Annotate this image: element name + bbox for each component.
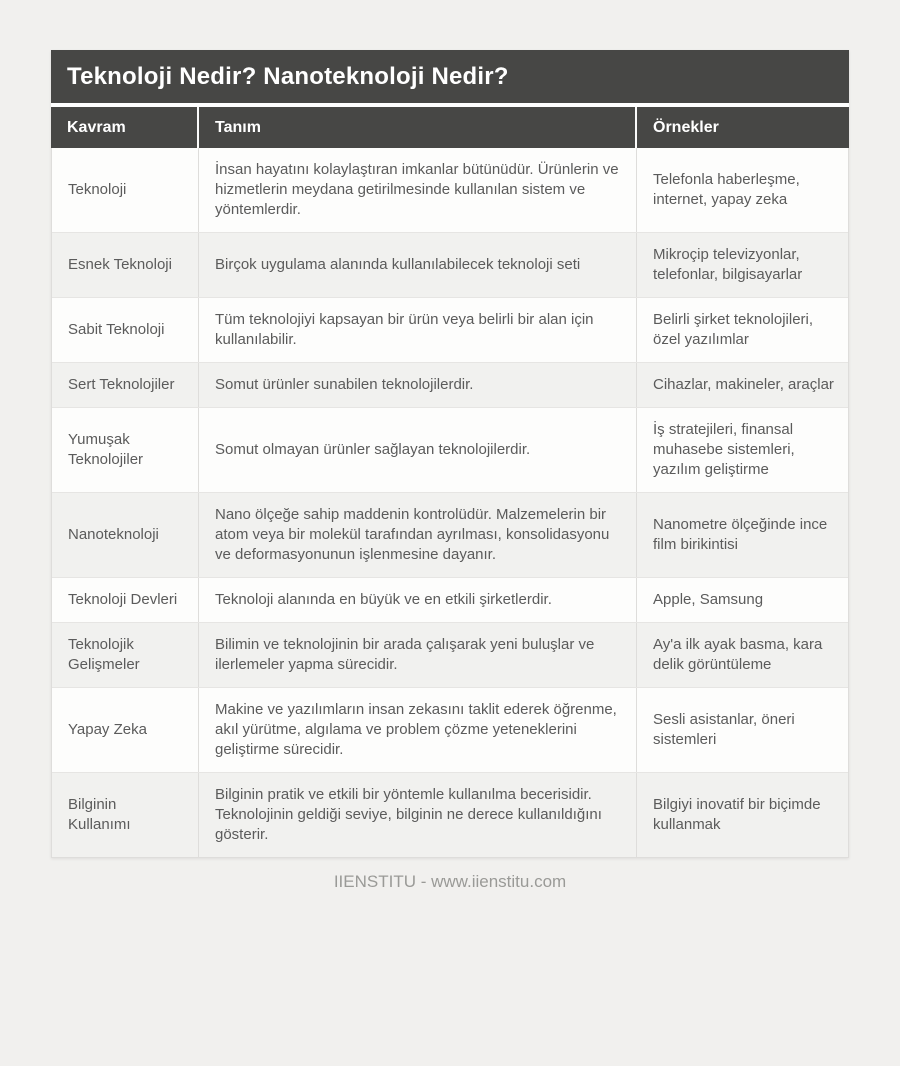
cell-text: Nano ölçeğe sahip maddenin kontrolüdür. Malzemelerin bir atom veya bir molekül tarafından ayrılması, konsolidasyonu ve deformasyonunun işlenmesine dayanır. [215, 506, 610, 563]
cell-text: Sert Teknolojiler [68, 376, 175, 393]
cell-ornekler [636, 233, 850, 297]
cell-text: Teknoloji [68, 181, 127, 198]
cell-ornekler [636, 688, 850, 772]
cell-text: Bilginin Kullanımı [68, 796, 131, 833]
cell-text: Yapay Zeka [68, 721, 147, 738]
definition-table-card [51, 50, 849, 858]
cell-text: Teknoloji alanında en büyük ve en etkili şirketlerdir. [215, 591, 552, 608]
table-row [52, 232, 848, 297]
cell-kavram [52, 363, 198, 407]
cell-text: Ay'a ilk ayak basma, kara delik görüntüleme [653, 636, 823, 673]
cell-text: Nanoteknoloji [68, 526, 159, 543]
table-row [52, 687, 848, 772]
cell-text: Mikroçip televizyonlar, telefonlar, bilgisayarlar [653, 246, 803, 283]
cell-tanim [198, 773, 636, 857]
cell-text: Birçok uygulama alanında kullanılabilecek teknoloji seti [215, 256, 581, 273]
cell-text: Bilimin ve teknolojinin bir arada çalışarak yeni buluşlar ve ilerlemeler yapma sürecidir. [215, 636, 595, 673]
table-body [52, 148, 848, 857]
cell-text: Bilginin pratik ve etkili bir yöntemle kullanılma becerisidir. Teknolojinin geldiği seviye, bilginin ne derece kullanıldığını gösterir. [215, 786, 602, 843]
cell-text: Sabit Teknoloji [68, 321, 165, 338]
cell-text: Sesli asistanlar, öneri sistemleri [653, 711, 795, 748]
column-header-kavram: Kavram [67, 118, 126, 136]
cell-tanim [198, 408, 636, 492]
cell-text: Belirli şirket teknolojileri, özel yazılımlar [653, 311, 814, 348]
cell-ornekler [636, 148, 850, 232]
cell-ornekler [636, 773, 850, 857]
cell-tanim [198, 233, 636, 297]
cell-text: Cihazlar, makineler, araçlar [653, 376, 834, 393]
cell-text: Apple, Samsung [653, 591, 764, 608]
cell-text: Teknolojik Gelişmeler [68, 636, 140, 673]
cell-tanim [198, 493, 636, 577]
cell-tanim [198, 623, 636, 687]
cell-ornekler [636, 578, 850, 622]
cell-ornekler [636, 408, 850, 492]
table-row [52, 492, 848, 577]
table-row [52, 148, 848, 232]
cell-kavram [52, 233, 198, 297]
cell-text: Somut olmayan ürünler sağlayan teknolojilerdir. [215, 441, 531, 458]
cell-text: İş stratejileri, finansal muhasebe sistemleri, yazılım geliştirme [653, 421, 795, 478]
cell-kavram [52, 408, 198, 492]
table-row [52, 577, 848, 622]
cell-kavram [52, 773, 198, 857]
cell-tanim [198, 578, 636, 622]
cell-text: Esnek Teknoloji [68, 256, 172, 273]
cell-tanim [198, 363, 636, 407]
table-row [52, 622, 848, 687]
cell-ornekler [636, 298, 850, 362]
cell-ornekler [636, 623, 850, 687]
footer-attribution: IIENSTITU - www.iienstitu.com [333, 872, 567, 891]
cell-text: Telefonla haberleşme, internet, yapay zeka [653, 171, 800, 208]
page-title: Teknoloji Nedir? Nanoteknoloji Nedir? [67, 62, 509, 90]
table-row [52, 407, 848, 492]
cell-text: Tüm teknolojiyi kapsayan bir ürün veya belirli bir alan için kullanılabilir. [215, 311, 594, 348]
table-row [52, 772, 848, 857]
cell-text: Teknoloji Devleri [68, 591, 178, 608]
cell-kavram [52, 578, 198, 622]
cell-text: Nanometre ölçeğinde ince film birikintisi [653, 516, 828, 553]
cell-kavram [52, 493, 198, 577]
cell-ornekler [636, 363, 850, 407]
cell-kavram [52, 298, 198, 362]
cell-kavram [52, 623, 198, 687]
cell-tanim [198, 148, 636, 232]
cell-tanim [198, 688, 636, 772]
table-row [52, 297, 848, 362]
cell-text: Yumuşak Teknolojiler [68, 431, 144, 468]
title-bar [51, 50, 849, 103]
column-header-tanim: Tanım [197, 107, 635, 148]
table-header-row [51, 107, 849, 148]
cell-text: İnsan hayatını kolaylaştıran imkanlar bütünüdür. Ürünlerin ve hizmetlerin meydana getirilmesinde kullanılan sistem ve yöntemlerdir. [215, 161, 619, 218]
cell-text: Bilgiyi inovatif bir biçimde kullanmak [653, 796, 821, 833]
cell-text: Somut ürünler sunabilen teknolojilerdir. [215, 376, 474, 393]
cell-kavram [52, 688, 198, 772]
cell-text: Makine ve yazılımların insan zekasını taklit ederek öğrenme, akıl yürütme, algılama ve problem çözme yeteneklerini geliştirme sürecidir. [215, 701, 617, 758]
column-header-ornekler: Örnekler [635, 107, 849, 148]
cell-kavram [52, 148, 198, 232]
cell-tanim [198, 298, 636, 362]
table-row [52, 362, 848, 407]
cell-ornekler [636, 493, 850, 577]
